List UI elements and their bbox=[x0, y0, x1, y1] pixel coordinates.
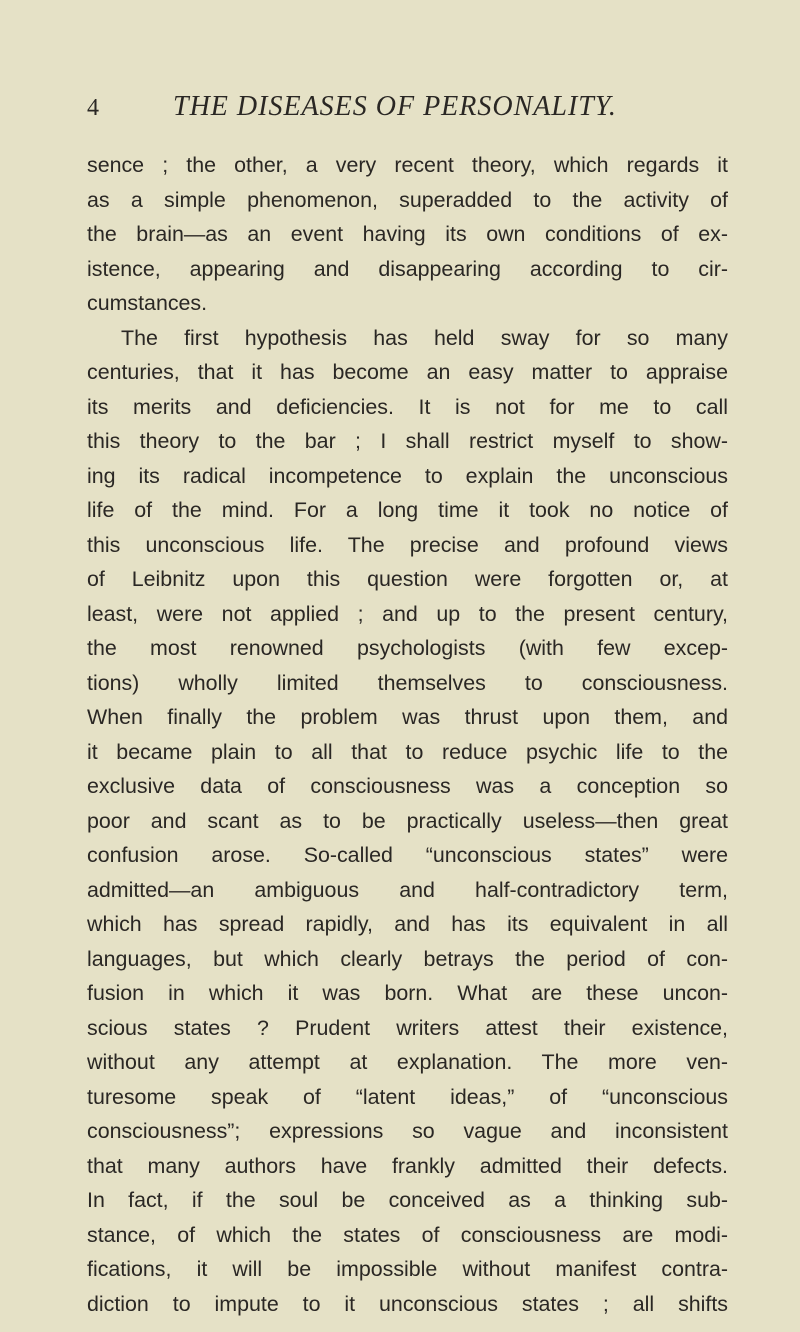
text-line: exclusive data of consciousness was a conception so bbox=[87, 774, 728, 798]
text-line: diction to impute to it unconscious states ; all shifts bbox=[87, 1291, 728, 1316]
text-line: ing its radical incompetence to explain the unconscious bbox=[87, 463, 728, 488]
page-number: 4 bbox=[87, 95, 99, 121]
text-line: The first hypothesis has held sway for so many bbox=[121, 325, 728, 350]
text-line: istence, appearing and disappearing according to cir- bbox=[87, 256, 728, 281]
text-line: it became plain to all that to reduce psychic life to the bbox=[87, 739, 728, 764]
text-line: stance, of which the states of consciousness are modi- bbox=[87, 1222, 728, 1247]
text-line: cumstances. bbox=[87, 291, 208, 315]
text-line: fications, it will be impossible without manifest contra- bbox=[87, 1257, 728, 1281]
text-line: centuries, that it has become an easy matter to appraise bbox=[87, 360, 728, 384]
text-line: this unconscious life. The precise and profound views bbox=[87, 532, 728, 557]
text-line: which has spread rapidly, and has its equivalent in all bbox=[87, 912, 728, 936]
text-line: scious states ? Prudent writers attest their existence, bbox=[87, 1015, 728, 1040]
text-line: without any attempt at explanation. The more ven- bbox=[87, 1050, 728, 1074]
text-line: languages, but which clearly betrays the period of con- bbox=[87, 946, 728, 971]
text-line: turesome speak of “latent ideas,” of “unconscious bbox=[87, 1084, 728, 1109]
text-line: confusion arose. So-called “unconscious states” were bbox=[87, 843, 728, 867]
text-line: its merits and deficiencies. It is not for me to call bbox=[87, 394, 728, 419]
text-line: consciousness”; expressions so vague and inconsistent bbox=[87, 1119, 728, 1143]
text-line: the brain—as an event having its own conditions of ex- bbox=[87, 222, 728, 246]
text-line: When finally the problem was thrust upon them, and bbox=[87, 705, 728, 729]
text-line: In fact, if the soul be conceived as a thinking sub- bbox=[87, 1188, 728, 1212]
text-line: the most renowned psychologists (with few excep- bbox=[87, 636, 728, 660]
text-line: fusion in which it was born. What are these uncon- bbox=[87, 981, 728, 1005]
text-line: that many authors have frankly admitted their defects. bbox=[87, 1153, 728, 1178]
running-head bbox=[87, 92, 727, 126]
text-line: least, were not applied ; and up to the present century, bbox=[87, 601, 728, 626]
text-line: sence ; the other, a very recent theory, which regards it bbox=[87, 153, 728, 177]
text-line: admitted—an ambiguous and half-contradictory term, bbox=[87, 877, 728, 902]
text-line: this theory to the bar ; I shall restrict myself to show- bbox=[87, 429, 728, 453]
body-text bbox=[87, 148, 728, 1321]
text-line: tions) wholly limited themselves to consciousness. bbox=[87, 670, 728, 695]
text-line: as a simple phenomenon, superadded to the activity of bbox=[87, 187, 728, 212]
text-line: life of the mind. For a long time it took no notice of bbox=[87, 498, 728, 522]
running-title: THE DISEASES OF PERSONALITY. bbox=[173, 91, 617, 122]
text-line: poor and scant as to be practically useless—then great bbox=[87, 808, 728, 833]
text-line: of Leibnitz upon this question were forgotten or, at bbox=[87, 567, 728, 591]
